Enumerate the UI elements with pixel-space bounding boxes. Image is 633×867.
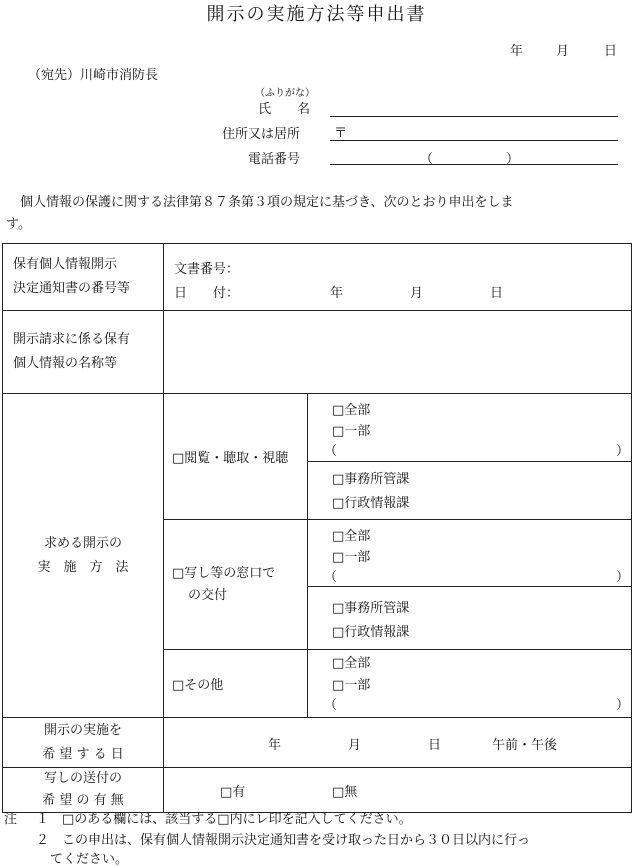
name-label: 氏 名 bbox=[258, 102, 311, 117]
other-all-checkbox[interactable]: □全部 bbox=[332, 656, 371, 671]
desired-ampm[interactable]: 午前・午後 bbox=[492, 738, 558, 753]
phone-label: 電話番号 bbox=[248, 152, 301, 167]
copy-mailing-input-cell bbox=[164, 768, 632, 813]
doc-date-label: 日 付： bbox=[174, 286, 240, 301]
copy-office1-checkbox[interactable]: □事務所管課 bbox=[332, 601, 410, 616]
doc-number-label: 文書番号： bbox=[174, 262, 240, 277]
viewing-office-box bbox=[308, 462, 631, 519]
phone-field-line[interactable] bbox=[330, 164, 618, 165]
copy-mailing-label-cell bbox=[3, 768, 164, 813]
phone-paren-open: （ bbox=[420, 152, 434, 167]
viewing-office1-checkbox[interactable]: □事務所管課 bbox=[332, 472, 410, 487]
desired-year: 年 bbox=[268, 738, 282, 753]
method-label-line2: 実 施 方 法 bbox=[37, 559, 129, 575]
copy-mailing-label-line1: 写しの送付の bbox=[43, 771, 122, 786]
name-field-line[interactable] bbox=[330, 116, 618, 117]
info-name-label-line1: 開示請求に係る保有 bbox=[13, 332, 131, 347]
row-notice-number bbox=[3, 244, 632, 311]
viewing-office2-checkbox[interactable]: □行政情報課 bbox=[332, 496, 410, 511]
note1-number: １ bbox=[36, 812, 50, 827]
notes-prefix: 注 bbox=[4, 812, 18, 827]
viewing-paren-open: （ bbox=[324, 444, 338, 459]
desired-day: 日 bbox=[428, 738, 442, 753]
copy-scope-box bbox=[308, 520, 631, 587]
method-label-cell bbox=[3, 394, 164, 718]
info-name-label-cell bbox=[3, 311, 164, 394]
notice-number-label-cell bbox=[3, 244, 164, 311]
copy-part-checkbox[interactable]: □一部 bbox=[332, 550, 371, 565]
doc-date-month: 月 bbox=[410, 286, 424, 301]
viewing-all-checkbox[interactable]: □全部 bbox=[332, 403, 371, 418]
application-form-table bbox=[2, 243, 632, 813]
notice-number-label-line2: 決定通知書の番号等 bbox=[13, 281, 131, 296]
other-part-checkbox[interactable]: □一部 bbox=[332, 678, 371, 693]
mailing-no-checkbox[interactable]: □無 bbox=[332, 785, 358, 800]
row-info-name bbox=[3, 311, 632, 394]
address-field-line[interactable] bbox=[330, 140, 618, 141]
row-copy-mailing bbox=[3, 768, 632, 813]
desired-date-label-line2: 希 望 す る 日 bbox=[42, 746, 124, 762]
intro-text-line2: す。 bbox=[6, 217, 31, 232]
viewing-paren-close: ） bbox=[616, 444, 630, 459]
note2-text-line2: てください。 bbox=[50, 852, 129, 867]
postal-mark: 〒 bbox=[334, 126, 348, 141]
addressee: （宛先）川崎市消防長 bbox=[28, 68, 159, 83]
info-name-label-line2: 個人情報の名称等 bbox=[13, 356, 118, 371]
other-paren-open: （ bbox=[324, 698, 338, 713]
method-copy-checkbox[interactable]: □写し等の窓口で bbox=[172, 565, 276, 581]
notice-number-input-cell[interactable] bbox=[164, 244, 632, 311]
note2-text-line1: この申出は、保有個人情報開示決定通知書を受け取った日から３０日以内に行っ bbox=[62, 833, 531, 848]
doc-date-year: 年 bbox=[330, 286, 344, 301]
method-other-options-cell bbox=[308, 650, 632, 718]
notice-number-label-line1: 保有個人情報開示 bbox=[13, 257, 118, 272]
copy-all-checkbox[interactable]: □全部 bbox=[332, 529, 371, 544]
method-other-cell[interactable] bbox=[164, 650, 308, 718]
method-copy-options-cell bbox=[308, 520, 632, 650]
copy-office-box bbox=[308, 587, 631, 649]
method-copy-line2: の交付 bbox=[188, 587, 228, 603]
method-copy-cell[interactable] bbox=[164, 520, 308, 650]
date-month-label: 月 bbox=[556, 44, 570, 59]
desired-date-label-line1: 開示の実施を bbox=[43, 722, 122, 738]
copy-mailing-label-line2: 希 望 の 有 無 bbox=[42, 793, 124, 808]
copy-paren-open: （ bbox=[324, 570, 338, 585]
date-year-label: 年 bbox=[510, 44, 524, 59]
info-name-input-cell[interactable] bbox=[164, 311, 632, 394]
date-day-label: 日 bbox=[604, 44, 618, 59]
desired-month: 月 bbox=[348, 738, 362, 753]
desired-date-input-cell[interactable] bbox=[164, 718, 632, 768]
viewing-part-checkbox[interactable]: □一部 bbox=[332, 424, 371, 439]
address-label: 住所又は居所 bbox=[222, 127, 301, 142]
intro-text-line1: 個人情報の保護に関する法律第８７条第３項の規定に基づき、次のとおり申出をしま bbox=[20, 195, 514, 210]
copy-paren-close: ） bbox=[616, 570, 630, 585]
desired-date-label-cell bbox=[3, 718, 164, 768]
mailing-yes-checkbox[interactable]: □有 bbox=[220, 785, 246, 800]
furigana-label: （ふりがな） bbox=[255, 88, 315, 99]
method-other-checkbox[interactable]: □その他 bbox=[172, 678, 224, 693]
viewing-scope-box bbox=[308, 394, 631, 462]
note2-number: ２ bbox=[36, 833, 50, 848]
doc-date-day: 日 bbox=[490, 286, 504, 301]
other-paren-close: ） bbox=[616, 698, 630, 713]
phone-paren-close: ） bbox=[506, 152, 520, 167]
note1-text: □のある欄には、該当する□内にレ印を記入してください。 bbox=[62, 812, 412, 827]
method-label-line1: 求める開示の bbox=[43, 535, 122, 551]
row-desired-date bbox=[3, 718, 632, 768]
method-viewing-cell[interactable] bbox=[164, 394, 308, 520]
row-method-viewing bbox=[3, 394, 632, 520]
copy-office2-checkbox[interactable]: □行政情報課 bbox=[332, 625, 410, 640]
method-viewing-options-cell bbox=[308, 394, 632, 520]
page-title: 開示の実施方法等申出書 bbox=[206, 4, 427, 25]
method-viewing-checkbox[interactable]: □閲覧・聴取・視聴 bbox=[172, 451, 289, 466]
